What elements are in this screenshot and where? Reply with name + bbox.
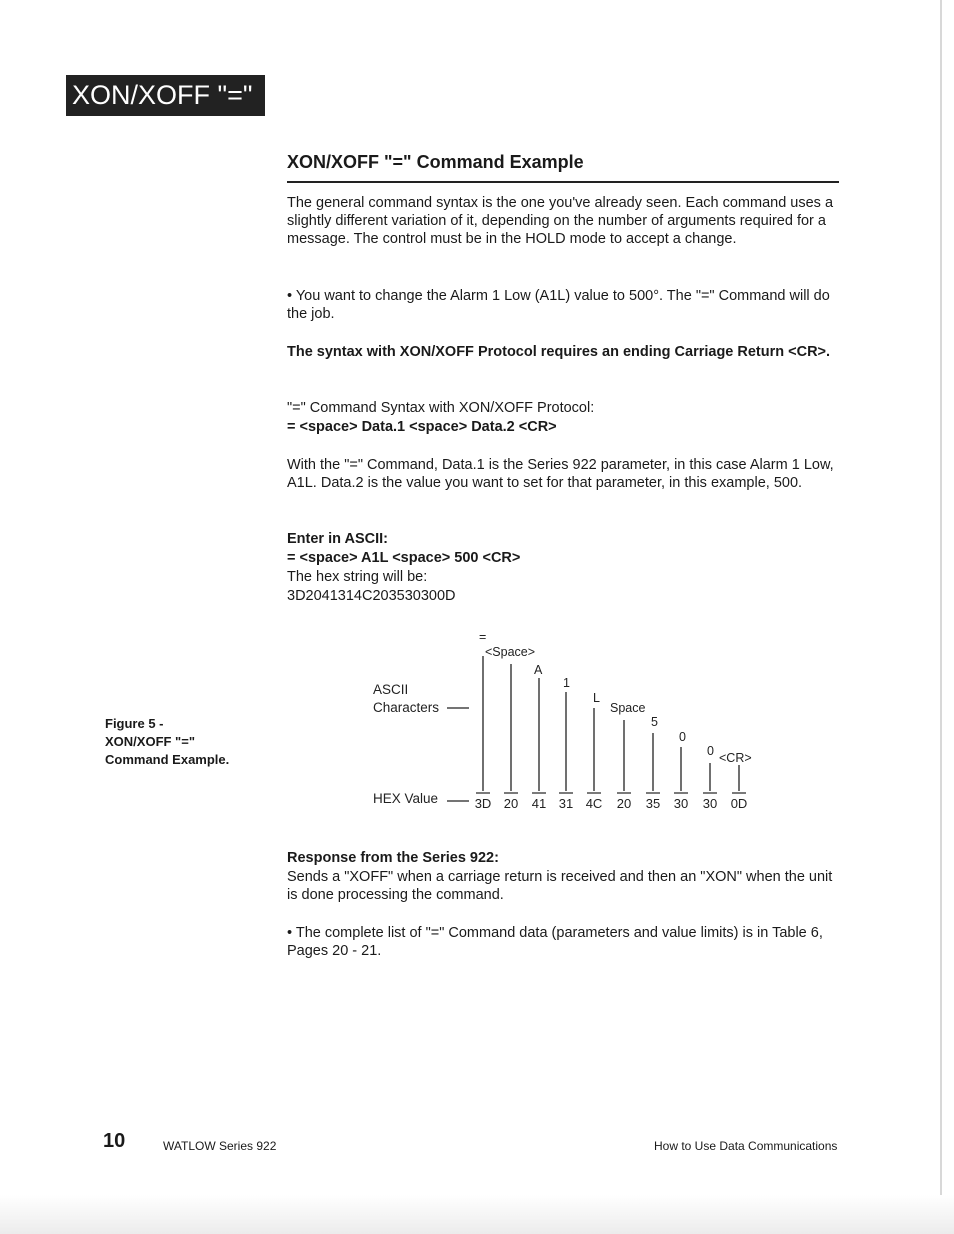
enter-ascii-label: Enter in ASCII: xyxy=(287,531,388,547)
ascii-character: 0 xyxy=(707,744,714,758)
hex-string-label: The hex string will be: xyxy=(287,569,428,585)
hex-value: 31 xyxy=(558,796,574,811)
section-heading: XON/XOFF "=" Command Example xyxy=(287,152,584,172)
bullet-table-reference: • The complete list of "=" Command data (parameters and value limits) is in Table 6, Pages 20 - 21. xyxy=(287,925,823,959)
syntax-format: = <space> Data.1 <space> Data.2 <CR> xyxy=(287,419,557,435)
hex-value: 41 xyxy=(531,796,547,811)
response-text: Sends a "XOFF" when a carriage return is received and then an "XON" when the unit is done processing the command. xyxy=(287,869,833,903)
figure-caption-line: Figure 5 - xyxy=(105,716,164,731)
footer-section: How to Use Data Communications xyxy=(654,1139,838,1153)
ascii-label-line-1: ASCII xyxy=(373,682,409,697)
hex-value: 3D xyxy=(474,796,492,811)
hex-value: 30 xyxy=(673,796,689,811)
section-tab: XON/XOFF "=" xyxy=(66,75,265,116)
ascii-character: 0 xyxy=(679,730,686,744)
hex-value: 0D xyxy=(730,796,748,811)
intro-paragraph: The general command syntax is the one you've already seen. Each command uses a slightly different variation of it, depending on the number of arguments required for a message. The control must be in the HOLD mode to accept a change. xyxy=(287,195,834,247)
ascii-character: 5 xyxy=(651,715,658,729)
hex-value: 35 xyxy=(645,796,661,811)
ascii-character: L xyxy=(593,691,600,705)
ascii-character: 1 xyxy=(563,676,570,690)
syntax-label: "=" Command Syntax with XON/XOFF Protocol: xyxy=(287,400,595,416)
hex-value: 20 xyxy=(616,796,632,811)
ascii-character: A xyxy=(534,663,543,677)
hex-value-label: HEX Value xyxy=(373,791,439,806)
response-heading: Response from the Series 922: xyxy=(287,850,499,866)
enter-command: = <space> A1L <space> 500 <CR> xyxy=(287,550,521,566)
ascii-character: <Space> xyxy=(485,645,536,659)
page-number: 10 xyxy=(103,1130,126,1152)
hex-value: 4C xyxy=(585,796,603,811)
figure-caption-line: Command Example. xyxy=(105,752,230,767)
diagram-connector-lines xyxy=(476,656,746,793)
ascii-character: <CR> xyxy=(719,751,752,765)
figure-caption-line: XON/XOFF "=" xyxy=(105,734,195,749)
ascii-character: Space xyxy=(610,701,646,715)
bullet-alarm-example: • You want to change the Alarm 1 Low (A1L) value to 500°. The "=" Command will do the job. xyxy=(287,288,830,322)
syntax-note: The syntax with XON/XOFF Protocol requires an ending Carriage Return <CR>. xyxy=(287,344,831,360)
footer-product: WATLOW Series 922 xyxy=(163,1139,277,1153)
ascii-character: = xyxy=(479,630,487,644)
hex-value: 30 xyxy=(702,796,718,811)
hex-string: 3D2041314C203530300D xyxy=(287,588,456,604)
ascii-label-line-2: Characters xyxy=(373,700,440,715)
data-explanation: With the "=" Command, Data.1 is the Series 922 parameter, in this case Alarm 1 Low, A1L. Data.2 is the value you want to set for that parameter, in this example, 500. xyxy=(287,457,834,491)
hex-value: 20 xyxy=(503,796,519,811)
